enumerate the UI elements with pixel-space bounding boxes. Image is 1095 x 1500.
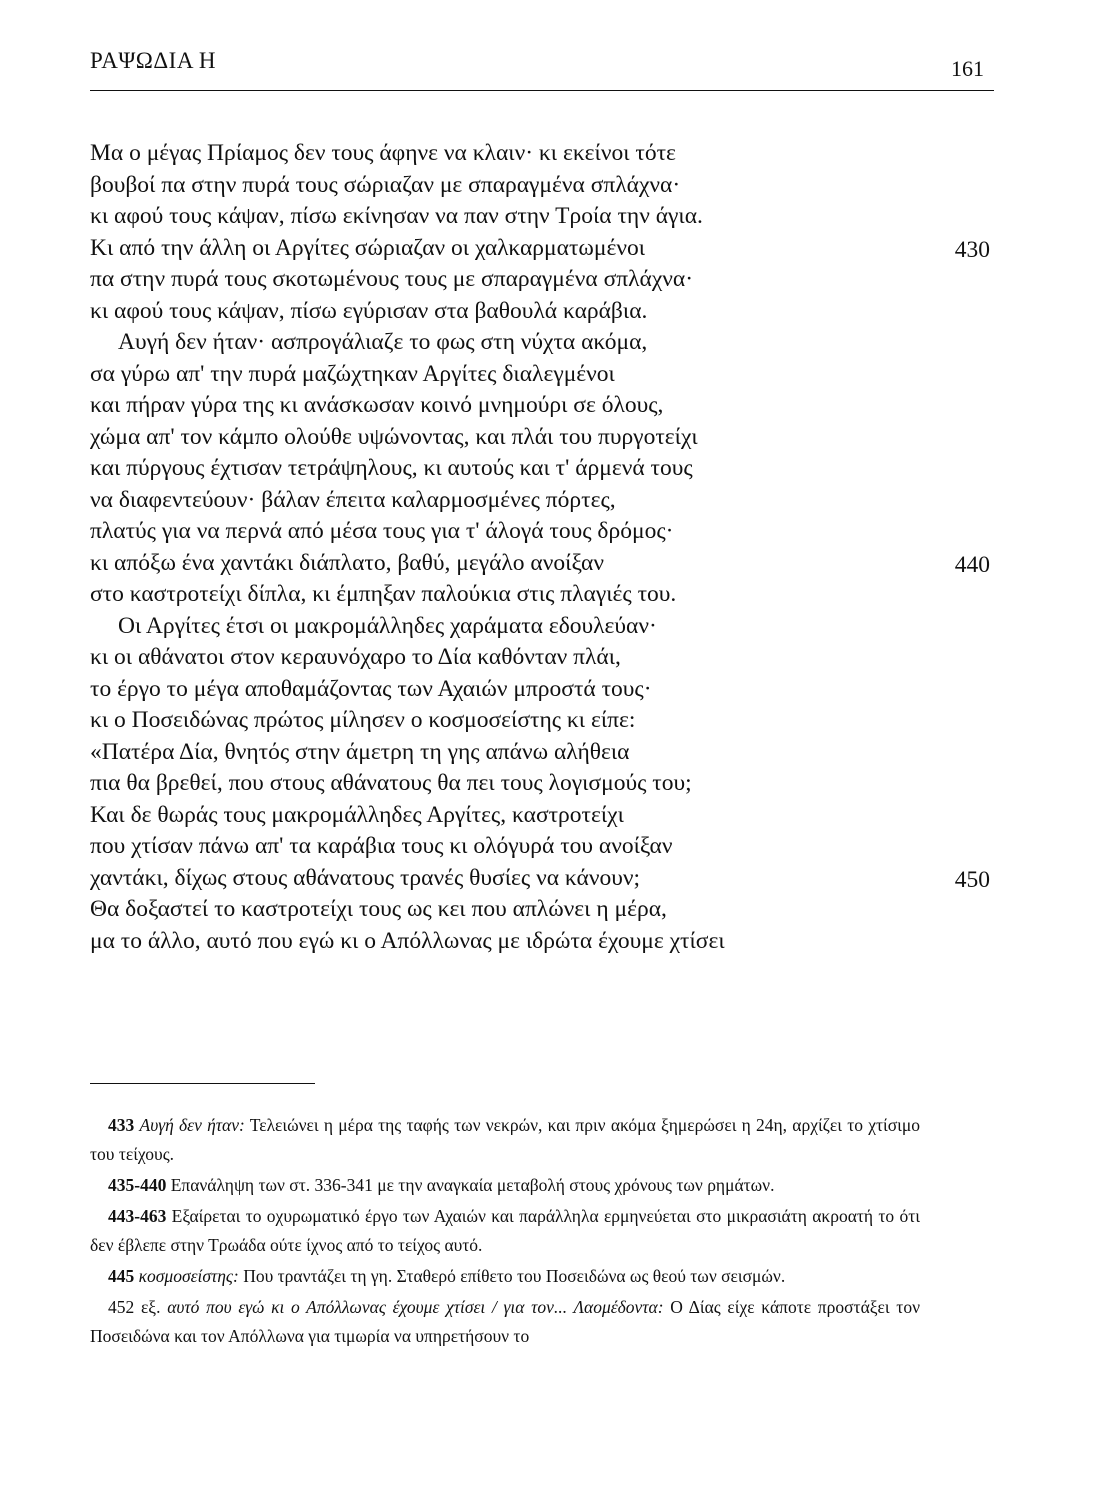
footnote (90, 1262, 920, 1291)
line-number: 430 (954, 236, 990, 263)
verse-line: Θα δοξαστεί το καστροτείχι τους ως κει που απλώνει η μέρα, (90, 896, 667, 922)
footnote-ref: 443-463 (108, 1206, 167, 1226)
footnotes (90, 1111, 920, 1353)
footnote (90, 1202, 920, 1260)
footnote-ref: 435-440 (108, 1175, 167, 1195)
verse-line: στο καστροτείχι δίπλα, κι έμπηξαν παλούκια στις πλαγιές του. (90, 581, 677, 607)
verse-line: «Πατέρα Δία, θνητός στην άμετρη τη γης απάνω αλήθεια (90, 738, 630, 765)
verse-line: κι αφού τους κάψαν, πίσω εκίνησαν να παν στην Τροία την άγια. (90, 203, 703, 229)
verse-line: κι ο Ποσειδώνας πρώτος μίλησεν ο κοσμοσείστης κι είπε: (90, 707, 636, 733)
footnote (90, 1111, 920, 1169)
footnote-text: Επανάληψη των στ. 336-341 με την αναγκαία μεταβολή στους χρόνους των ρημάτων. (166, 1175, 775, 1195)
verse-line: κι αφού τους κάψαν, πίσω εγύρισαν στα βαθουλά καράβια. (90, 297, 648, 324)
footnote-text: Που τραντάζει τη γη. Σταθερό επίθετο του Ποσειδώνα ως θεού των σεισμών. (238, 1266, 786, 1286)
verse-line: χώμα απ' τον κάμπο ολούθε υψώνοντας, και πλάι του πυργοτείχι (90, 423, 698, 450)
verse-line: Αυγή δεν ήταν· ασπρογάλιαζε το φως στη νύχτα ακόμα, (118, 329, 648, 355)
verse-line: πλατύς για να περνά από μέσα τους για τ' άλογά τους δρόμος· (90, 518, 674, 544)
verse-line: να διαφεντεύουν· βάλαν έπειτα καλαρμοσμένες πόρτες, (90, 486, 616, 513)
footnote (90, 1171, 920, 1200)
footnote-text: Τελειώνει η μέρα της ταφής των νεκρών, και πριν ακόμα ξημερώσει η 24η, αρχίζει το χτίσιμο του τείχους. (90, 1115, 921, 1164)
verse-line: που χτίσαν πάνω απ' τα καράβια τους κι ολόγυρά του ανοίξαν (90, 833, 673, 859)
header-rule (90, 90, 994, 91)
page-header (90, 42, 990, 92)
verse-line: Και δε θωράς τους μακρομάλληδες Αργίτες, καστροτείχι (90, 801, 624, 828)
footnote (90, 1293, 920, 1351)
footnote-ref: 445 (108, 1266, 135, 1286)
verse-line: και πύργους έχτισαν τετράψηλους, κι αυτούς και τ' άρμενά τους (90, 455, 693, 481)
footnote-lemma: κοσμοσείστης: (138, 1266, 239, 1286)
footnote-text: Εξαίρεται το οχυρωματικό έργο των Αχαιών και παράλληλα ερμηνεύεται στο μικρασιάτη ακροατή το ότι δεν έβλεπε στην Τρωάδα ούτε ίχνος από το τείχος αυτό. (90, 1206, 920, 1255)
page-number: 161 (951, 56, 984, 81)
verse-line: μα το άλλο, αυτό που εγώ κι ο Απόλλωνας με ιδρώτα έχουμε χτίσει (90, 927, 725, 954)
verse-line: χαντάκι, δίχως στους αθάνατους τρανές θυσίες να κάνουν; 450 (90, 863, 990, 895)
poem-text (90, 138, 990, 957)
footnote-text: Ο Δίας είχε κάποτε προστάξει τον Ποσειδώνα και τον Απόλλωνα για τιμωρία να υπηρετήσουν το (90, 1297, 920, 1346)
verse-line: και πήραν γύρα της κι ανάσκωσαν κοινό μνημούρι σε όλους, (90, 392, 664, 418)
verse-line: πια θα βρεθεί, που στους αθάνατους θα πει τους λογισμούς του; (90, 770, 692, 796)
verse-line: Κι από την άλλη οι Αργίτες σώριαζαν οι χαλκαρματωμένοι 430 (90, 233, 990, 265)
footnote-ref: 452 εξ. (108, 1297, 161, 1317)
footnote-rule (90, 1083, 315, 1084)
verse-line: κι οι αθάνατοι στον κεραυνόχαρο το Δία καθόνταν πλάι, (90, 644, 621, 670)
footnote-lemma: Αυγή δεν ήταν: (139, 1115, 245, 1135)
verse-line: το έργο το μέγα αποθαμάζοντας των Αχαιών μπροστά τους· (90, 675, 652, 702)
footnote-ref: 433 (108, 1115, 135, 1135)
line-number: 450 (954, 866, 990, 893)
verse-line: πα στην πυρά τους σκοτωμένους τους με σπαραγμένα σπλάχνα· (90, 266, 694, 292)
verse-line: σα γύρω απ' την πυρά μαζώχτηκαν Αργίτες διαλεγμένοι (90, 360, 615, 387)
verse-line: βουβοί πα στην πυρά τους σώριαζαν με σπαραγμένα σπλάχνα· (90, 171, 681, 198)
footnote-lemma: αυτό που εγώ κι ο Απόλλωνας έχουμε χτίσει / για τον... Λαομέδοντα: (167, 1297, 664, 1317)
verse-line: Μα ο μέγας Πρίαμος δεν τους άφηνε να κλαιν· κι εκείνοι τότε (90, 140, 676, 166)
verse-line: Οι Αργίτες έτσι οι μακρομάλληδες χαράματα εδουλεύαν· (118, 612, 657, 639)
running-title: ΡΑΨΩΔΙΑ Η (90, 48, 217, 73)
verse-line: κι απόξω ένα χαντάκι διάπλατο, βαθύ, μεγάλο ανοίξαν 440 (90, 548, 990, 580)
line-number: 440 (954, 551, 990, 578)
